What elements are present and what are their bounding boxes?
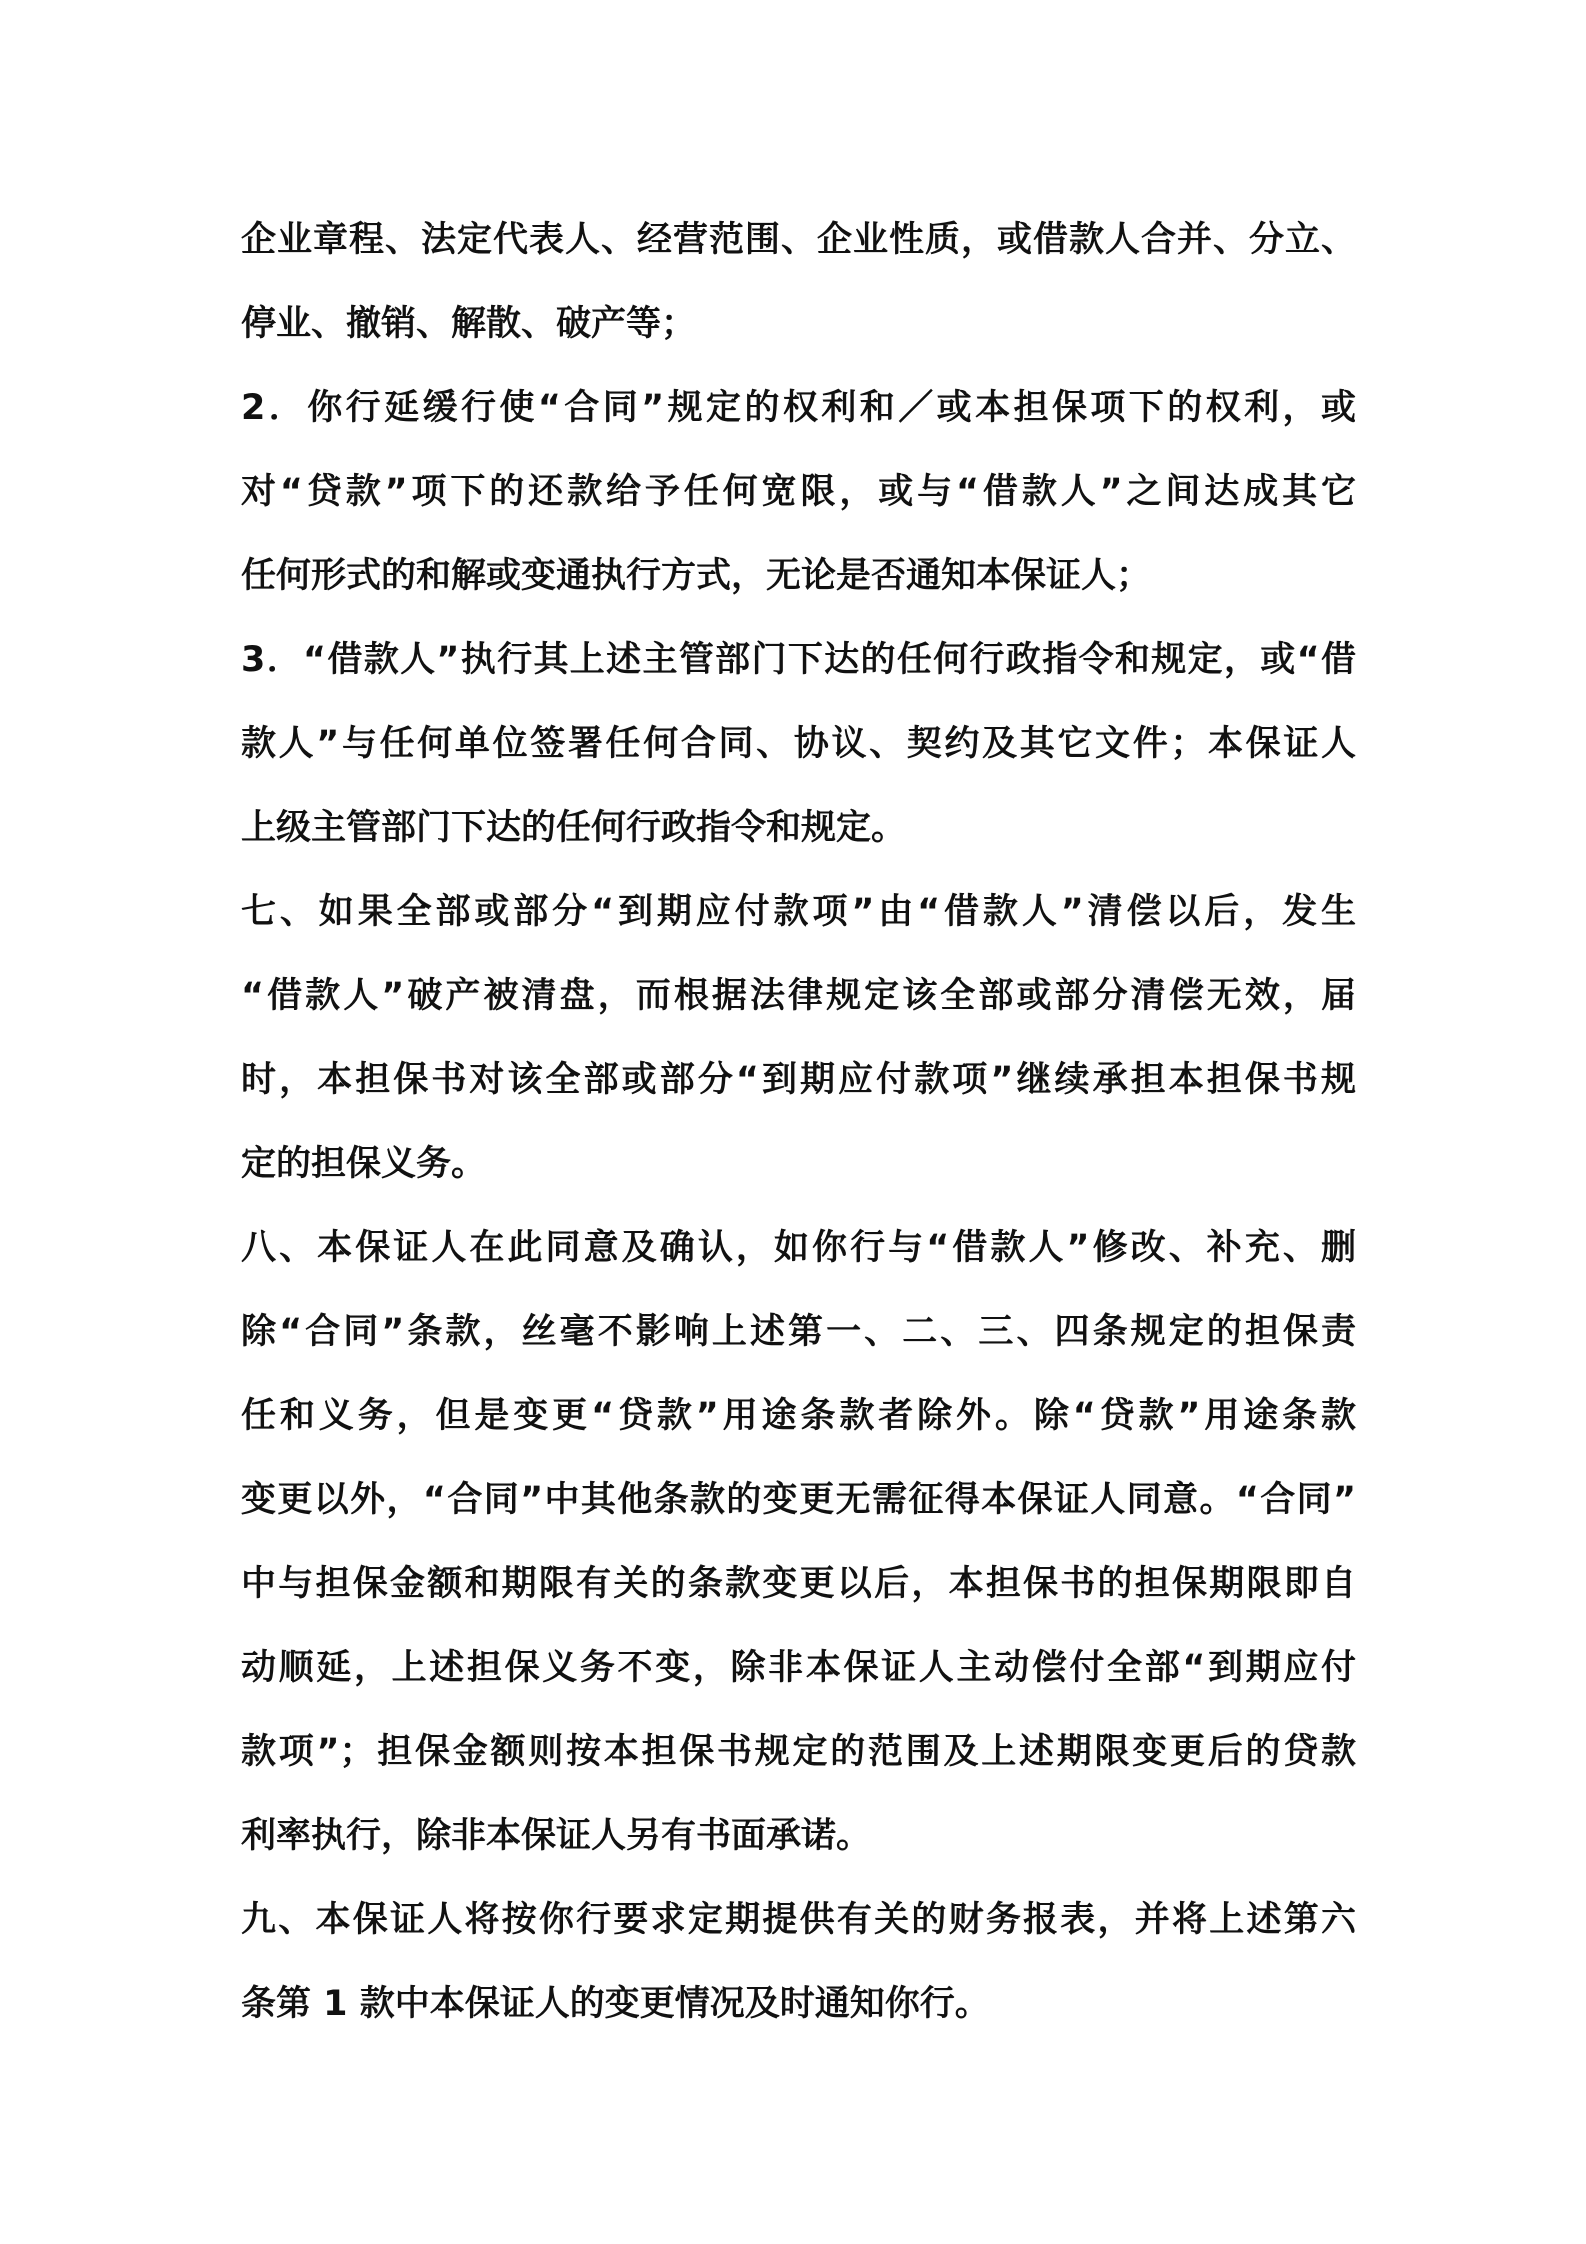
- text-line-1: 企业章程、法定代表人、经营范围、企业性质，或借款人合并、分立、: [241, 220, 1356, 260]
- text-line-8: 上级主管部门下达的任何行政指令和规定。: [241, 808, 907, 848]
- text-line-12: 定的担保义务。: [241, 1144, 487, 1184]
- text-line-3: 2．你行延缓行使“合同”规定的权利和／或本担保项下的权利，或: [241, 388, 1356, 428]
- text-line-13: 八、本保证人在此同意及确认，如你行与“借款人”修改、补充、删: [241, 1228, 1356, 1268]
- text-line-10: “借款人”破产被清盘，而根据法律规定该全部或部分清偿无效，届: [241, 976, 1356, 1016]
- text-line-21: 九、本保证人将按你行要求定期提供有关的财务报表，并将上述第六: [241, 1900, 1356, 1940]
- text-line-9: 七、如果全部或部分“到期应付款项”由“借款人”清偿以后，发生: [241, 892, 1356, 932]
- text-line-18: 动顺延，上述担保义务不变，除非本保证人主动偿付全部“到期应付: [241, 1648, 1356, 1688]
- text-line-6: 3．“借款人”执行其上述主管部门下达的任何行政指令和规定，或“借: [241, 640, 1356, 680]
- text-line-4: 对“贷款”项下的还款给予任何宽限，或与“借款人”之间达成其它: [241, 472, 1356, 512]
- text-line-20: 利率执行，除非本保证人另有书面承诺。: [241, 1816, 872, 1856]
- text-line-2: 停业、撤销、解散、破产等；: [241, 304, 697, 344]
- text-line-11: 时，本担保书对该全部或部分“到期应付款项”继续承担本担保书规: [241, 1060, 1356, 1100]
- text-line-17: 中与担保金额和期限有关的条款变更以后，本担保书的担保期限即自: [241, 1564, 1356, 1604]
- text-line-22: 条第 1 款中本保证人的变更情况及时通知你行。: [241, 1984, 990, 2024]
- text-line-7: 款人”与任何单位签署任何合同、协议、契约及其它文件；本保证人: [241, 724, 1356, 764]
- text-line-16: 变更以外，“合同”中其他条款的变更无需征得本保证人同意。“合同”: [241, 1480, 1356, 1520]
- text-line-14: 除“合同”条款，丝毫不影响上述第一、二、三、四条规定的担保责: [241, 1312, 1356, 1352]
- text-line-5: 任何形式的和解或变通执行方式，无论是否通知本保证人；: [241, 556, 1152, 596]
- text-line-19: 款项”；担保金额则按本担保书规定的范围及上述期限变更后的贷款: [241, 1732, 1356, 1772]
- text-line-15: 任和义务，但是变更“贷款”用途条款者除外。除“贷款”用途条款: [241, 1396, 1356, 1436]
- document-body: [241, 198, 1356, 2046]
